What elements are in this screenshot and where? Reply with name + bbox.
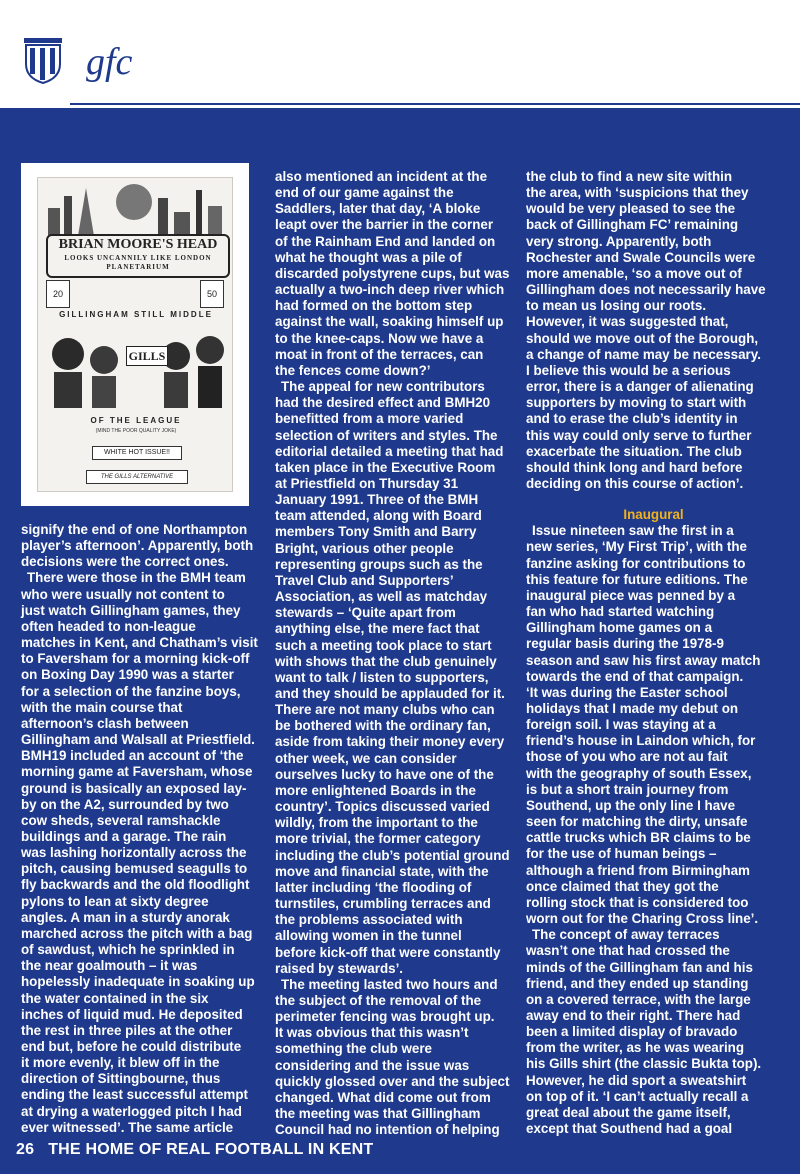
paragraph: There were those in the BMH team who were usually not content to just watch Gillingham games, they often headed to non-league matches in Kent, and Chatham’s visit to Faversham for a morning kick-off on Boxing Day 1990 was a starter for a selection of the fanzine boys, with the main course that afternoon’s clash between Gillingham and Walsall at Priestfield. BMH19 included an account of ‘the morning game at Faversham, whose ground is basically an exposed lay- by on the A2, surrounded by two cow sheds, several ramshackle buildings and a garage. The rain was lashing horizontally across the pitch, causing bemused seagulls to fly backwards and the old floodlight pylons to lean at sixty degree angles. A man in a sturdy anorak marched across the pitch with a bag of sawdust, which he sprinkled in the near goalmouth – it was hopelessly inadequate in soaking up the water contained in the six inches of liquid mud. He deposited the rest in three piles at the other end but, before he could distribute it more evenly, it blew off in the direction of Sittingbourne, thus ending the least successful attempt at drying a waterlogged pitch I had ever witnessed’. The same article <box>21 570 258 1135</box>
paragraph: signify the end of one Northampton player’s afternoon’. Apparently, both decisions were the correct ones. <box>21 522 254 570</box>
section-heading: Inaugural <box>623 507 684 523</box>
paragraph: The meeting lasted two hours and the subject of the removal of the perimeter fencing was brought up. It was obvious that this wasn’t something the club were considering and the issue was quickly glossed over and the subject changed. What did come out from the meeting was that Gillingham Council had no intention of helping <box>275 976 510 1138</box>
paragraph: Issue nineteen saw the first in a new series, ‘My First Trip’, with the fanzine asking for contributions to this feature for future editions. The inaugural piece was penned by a fan who had started watching Gillingham home games on a regular basis during the 1978-9 season and saw his first away match towards the end of that campaign. ‘It was during the Easter school holidays that I made my debut on foreign soil. I was staying at a friend’s house in Laindon which, for those of you who are not au fait with the geography of south Essex, is but a short train journey from Southend, up the only line I have seen for matching the dirty, unsafe cattle trucks which BR claims to be for the use of human beings – although a friend from Birmingham once claimed that they got the rolling stock that is considered too worn out for the Charing Cross line’. <box>526 523 761 927</box>
article-column-1 <box>21 522 259 1136</box>
london-skyline-icon <box>38 178 234 238</box>
cover-gills-badge: GILLS <box>126 346 168 366</box>
fanzine-cover-image <box>21 163 249 506</box>
page-footer <box>16 1141 373 1159</box>
header-rule <box>70 103 800 105</box>
page-number: 26 <box>16 1141 35 1158</box>
footer-tagline: THE HOME OF REAL FOOTBALL IN KENT <box>48 1141 374 1158</box>
club-crest-icon <box>24 38 62 84</box>
paragraph: The concept of away terraces wasn’t one that had crossed the minds of the Gillingham fan and his friend, and they ended up standing on a covered terrace, with the large away end to their right. There had been a limited display of bravado from the writer, as he was wearing his Gills shirt (the classic Bukta top). However, he did sport a sweatshirt on top of it. ‘I can’t actually recall a great deal about the game itself, except that Southend had a goal <box>526 927 762 1137</box>
issue-price-right: 50 <box>200 280 224 308</box>
paragraph: also mentioned an incident at the end of our game against the Saddlers, later that day, ‘A bloke leapt over the barrier in the corner of the Rainham End and landed on what he thought was a pile of discarded polystyrene cups, but was actually a two-inch deep river which had formed on the bottom step against the wall, soaking himself up to the knee-caps. Now we have a moat in front of the terraces, can the fences come down?’ <box>275 169 510 378</box>
cover-headline-bottom: OF THE LEAGUE <box>90 416 182 425</box>
svg-text:gfc: gfc <box>86 41 133 83</box>
cover-small-print: (MIND THE POOR QUALITY JOKE) <box>95 428 177 434</box>
paragraph: the club to find a new site within the area, with ‘suspicions that they would be very pleased to see the back of Gillingham FC’ remaining very strong. Apparently, both Rochester and Swale Councils were more amenable, ‘so a move out of Gillingham does not necessarily have to mean us losing our roots. However, it was suggested that, should we move out of the Borough, a change of name may be necessary. I believe this would be a serious error, there is a danger of alienating supporters by moving to start with and to erase the club’s identity in this way could only serve to further exacerbate the situation. The club should think long and hard before deciding on this course of action’. <box>526 169 766 491</box>
fanzine-cover <box>37 177 233 492</box>
gfc-logo <box>84 38 164 88</box>
fanzine-title: BRIAN MOORE'S HEAD LOOKS UNCANNILY LIKE LONDON PLANETARIUM <box>46 234 230 278</box>
issue-number-left: 20 <box>46 280 70 308</box>
article-column-3 <box>526 169 781 1137</box>
paragraph: The appeal for new contributors had the desired effect and BMH20 benefitted from a more varied selection of writers and styles. The editorial detailed a meeting that had taken place in the Executive Room at Priestfield on Thursday 31 January 1991. Three of the BMH team attended, along with Board members Tony Smith and Barry Bright, various other people representing groups such as the Travel Club and Supporters’ Association, as well as matchday stewards – ‘Quite apart from anything else, the mere fact that such a meeting took place to start with shows that the club genuinely want to talk / listen to supporters, and they should be applauded for it. There are not many clubs who can be bothered with the ordinary fan, aside from taking their money every other week, we can consider ourselves lucky to have one of the more enlightened Boards in the country’. Topics discussed varied wildly, from the important to the more trivial, the former category including the club’s potential ground move and financial state, with the latter including ‘the flooding of turnstiles, crumbling terraces and the problems associated with allowing women in the tunnel before kick-off that were constantly raised by stewards’. <box>275 379 510 976</box>
cover-hot-issue-label: WHITE HOT ISSUE!! <box>92 446 182 460</box>
cover-banner: THE GILLS ALTERNATIVE <box>86 470 188 484</box>
article-column-2 <box>275 169 517 1138</box>
cover-headline-top: GILLINGHAM STILL MIDDLE <box>59 310 213 319</box>
